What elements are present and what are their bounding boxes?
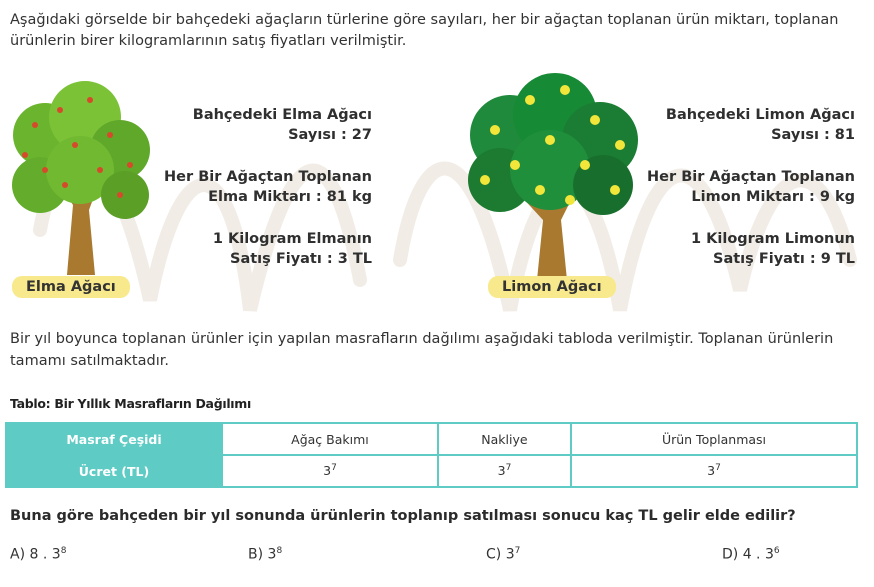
table-caption: Tablo: Bir Yıllık Masrafların Dağılımı <box>10 396 251 411</box>
lemon-info <box>640 105 855 269</box>
lemon-yield-line2: Limon Miktarı : 9 kg <box>691 189 855 205</box>
row-header-fee: Ücret (TL) <box>6 455 222 487</box>
cell-transport-fee: $3^7$ <box>438 455 571 487</box>
apple-price-line1: 1 Kilogram Elmanın <box>212 231 372 247</box>
lemon-yield-line1: Her Bir Ağaçtan Toplanan <box>647 169 855 185</box>
expense-paragraph: Bir yıl boyunca toplanan ürünler için yapılan masrafların dağılımı aşağıdaki tabloda verilmiştir. Toplanan ürünlerin tamamı satılmaktadır. <box>10 331 834 369</box>
lemon-count-line2: Sayısı : 81 <box>771 127 855 143</box>
question-text: Buna göre bahçeden bir yıl sonunda ürünlerin toplanıp satılması sonucu kaç TL gelir elde edilir? <box>10 508 796 524</box>
option-c[interactable]: C) $3^7$ <box>486 546 521 563</box>
apple-yield-line2: Elma Miktarı : 81 kg <box>208 189 372 205</box>
col-header-transport: Nakliye <box>438 423 571 455</box>
apple-count-line2: Sayısı : 27 <box>288 127 372 143</box>
option-d[interactable]: D) 4 . $3^6$ <box>722 546 780 563</box>
apple-tree-label: Elma Ağacı <box>12 276 130 298</box>
option-a[interactable]: A) 8 . $3^8$ <box>10 546 67 563</box>
cell-tree-care-fee: $3^7$ <box>222 455 438 487</box>
cell-harvest-fee: $3^7$ <box>571 455 857 487</box>
intro-text: Aşağıdaki görselde bir bahçedeki ağaçların türlerine göre sayıları, her bir ağaçtan toplanan ürün miktarı, toplanan ürünlerin birer kilogramlarının satış fiyatları verilmiştir. <box>10 12 839 49</box>
option-b[interactable]: B) $3^8$ <box>248 546 283 563</box>
expense-table <box>5 422 858 488</box>
table-row <box>6 455 857 487</box>
col-header-tree-care: Ağaç Bakımı <box>222 423 438 455</box>
apple-count-line1: Bahçedeki Elma Ağacı <box>192 107 372 123</box>
apple-price-line2: Satış Fiyatı : 3 TL <box>230 251 372 267</box>
lemon-count-line1: Bahçedeki Limon Ağacı <box>665 107 855 123</box>
col-header-harvest: Ürün Toplanması <box>571 423 857 455</box>
lemon-tree-label: Limon Ağacı <box>488 276 616 298</box>
lemon-tree-illustration <box>455 70 645 280</box>
table-row <box>6 423 857 455</box>
lemon-price-line1: 1 Kilogram Limonun <box>691 231 855 247</box>
row-header-expense-type: Masraf Çeşidi <box>6 423 222 455</box>
apple-tree-illustration <box>5 75 155 275</box>
lemon-price-line2: Satış Fiyatı : 9 TL <box>713 251 855 267</box>
apple-yield-line1: Her Bir Ağaçtan Toplanan <box>164 169 372 185</box>
apple-info <box>160 105 372 269</box>
